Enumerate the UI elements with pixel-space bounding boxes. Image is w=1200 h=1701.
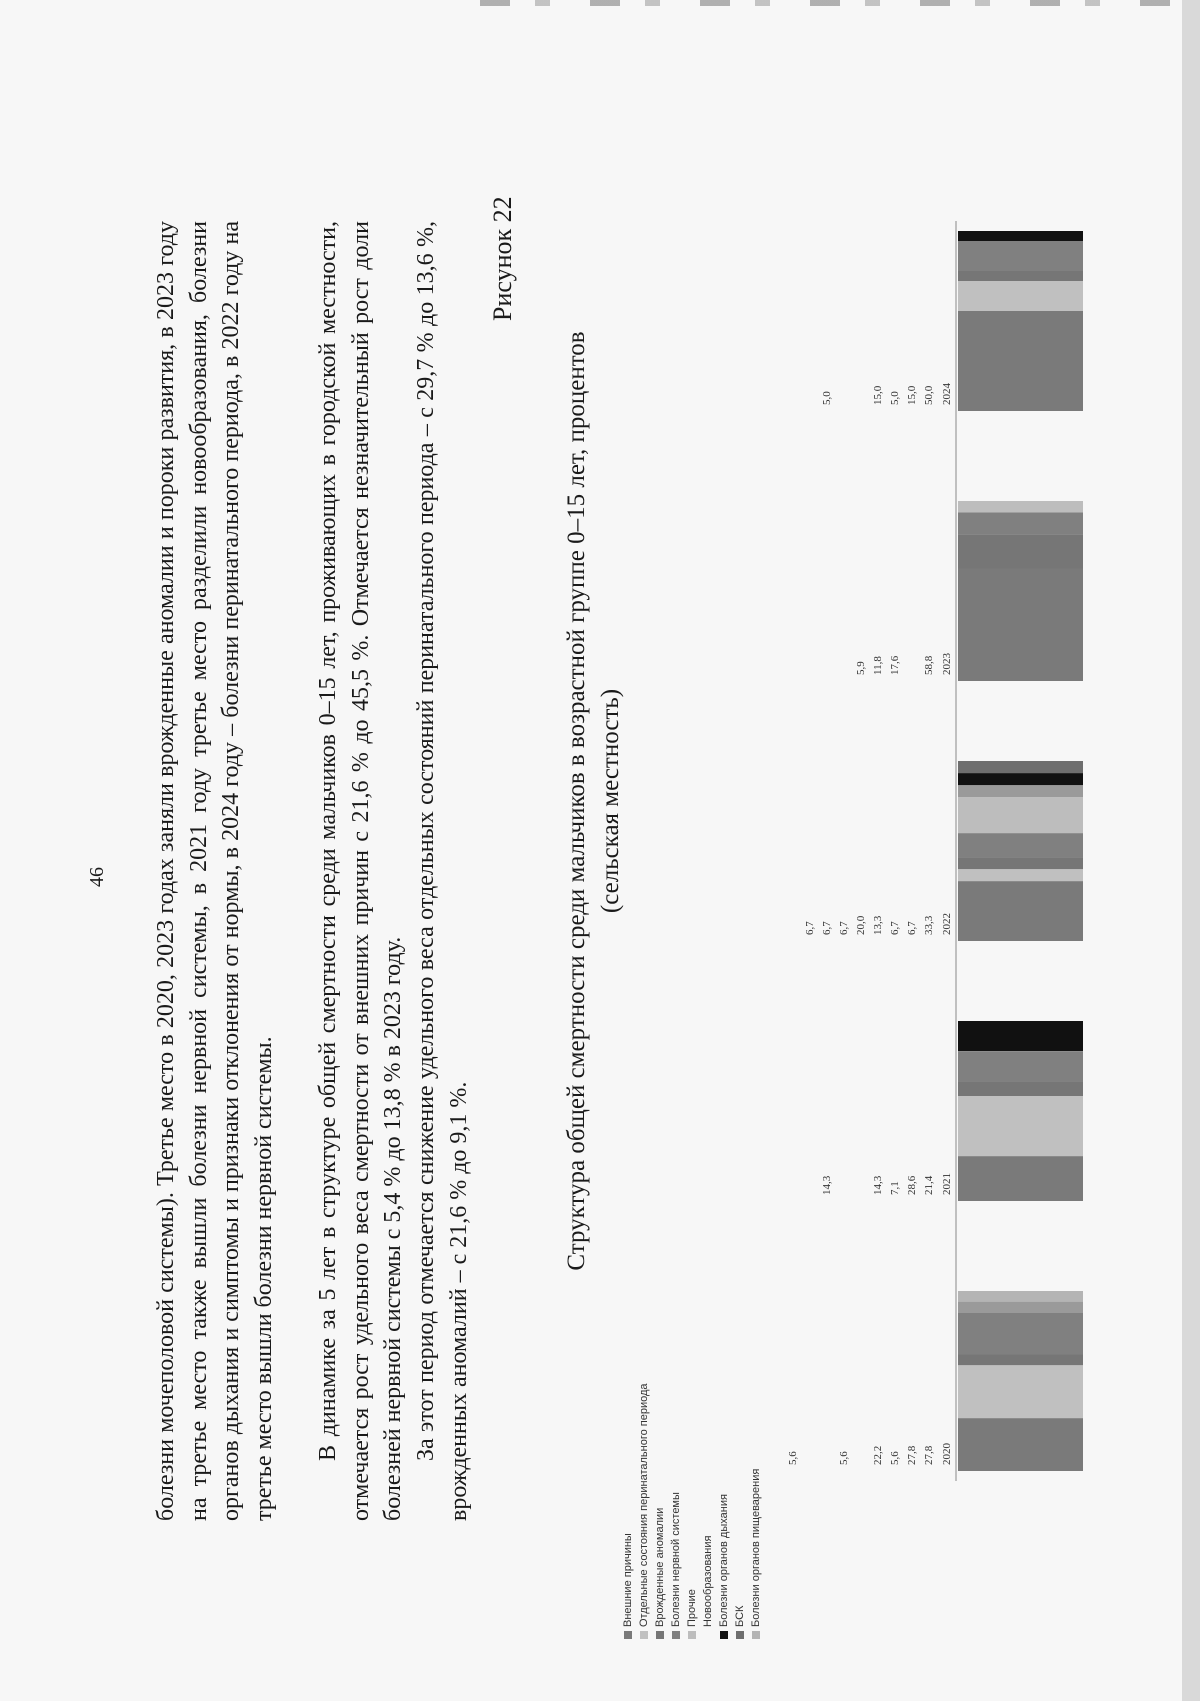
legend-label: Новообразования [702, 1535, 714, 1627]
year-label-2022: 2022 [941, 913, 953, 935]
value-label-2024-3: 15,0 [872, 385, 884, 405]
value-label-2022-1: 6,7 [906, 921, 918, 935]
value-label-2021-0: 21,4 [923, 1175, 935, 1195]
figure-title-line2: (сельская местность) [597, 688, 624, 914]
legend-item [732, 1383, 748, 1639]
value-label-2023-3: 11,8 [872, 656, 884, 675]
bar-2020-Внешние причины [958, 1418, 1083, 1471]
paragraph-3-text: За этот период отмечается снижение удельного веса отдельных состояний перинатального периода – с 29,7 % до 13,6 %, врожденных аномалий – с 21,6 % до 9,1 %. [413, 221, 472, 1521]
value-label-2021-1: 28,6 [906, 1175, 918, 1195]
year-label-2021: 2021 [941, 1173, 953, 1195]
value-label-2020-1: 27,8 [906, 1445, 918, 1465]
value-label-2022-3: 13,3 [872, 915, 884, 935]
legend-swatch [752, 1631, 760, 1639]
legend-item [748, 1383, 764, 1639]
value-label-2021-3: 14,3 [872, 1175, 884, 1195]
paragraph-2-text: В динамике за 5 лет в структуре общей смертности среди мальчиков 0–15 лет, проживающих в городской местности, отмечается рост удельного веса смертности от внешних причин с 21,6 % до 45,5 %. Отмечается незначительный рост доли болезней нервной системы с 5,4 % до 13,8 % в 2023 году. [315, 221, 406, 1521]
bar-2022-Прочие [958, 797, 1083, 833]
legend-item [684, 1383, 700, 1639]
bar-2022-БСК [958, 761, 1083, 773]
value-label-2020-3: 22,2 [872, 1445, 884, 1465]
chart-legend [620, 1383, 764, 1639]
year-label-2023: 2023 [941, 653, 953, 675]
value-label-2021-6: 14,3 [821, 1175, 833, 1195]
bar-2022-Болезни органов дыхания [958, 773, 1083, 785]
bar-2021-Болезни органов дыхания [958, 1021, 1083, 1051]
legend-item [636, 1383, 652, 1639]
value-label-2022-2: 6,7 [889, 921, 901, 935]
bar-2021-Болезни нервной системы [958, 1051, 1083, 1081]
year-label-2024: 2024 [941, 383, 953, 405]
legend-label: Внешние причины [622, 1533, 634, 1627]
year-label-2020: 2020 [941, 1443, 953, 1465]
legend-swatch [672, 1631, 680, 1639]
bar-2020-Болезни органов пищеварения [958, 1291, 1083, 1302]
legend-item [716, 1383, 732, 1639]
bar-2023-Врожденные аномалии [958, 535, 1083, 569]
value-label-2020-8: 5,6 [787, 1451, 799, 1465]
bar-2020-Отдельные состояния перинатального периода [958, 1365, 1083, 1418]
bar-2024-Врожденные аномалии [958, 271, 1083, 281]
value-label-2024-6: 5,0 [821, 391, 833, 405]
value-label-2021-2: 7,1 [889, 1181, 901, 1195]
legend-item [668, 1383, 684, 1639]
bar-2022-Болезни нервной системы [958, 833, 1083, 857]
bar-2022-Отдельные состояния перинатального периода [958, 869, 1083, 881]
bar-2021-Внешние причины [958, 1156, 1083, 1201]
legend-label: Врожденные аномалии [654, 1507, 666, 1627]
value-label-2020-0: 27,8 [923, 1445, 935, 1465]
value-label-2022-4: 20,0 [855, 915, 867, 935]
value-label-2020-5: 5,6 [838, 1451, 850, 1465]
legend-swatch [720, 1631, 728, 1639]
bar-2023-Болезни нервной системы [958, 512, 1083, 535]
legend-label: БСК [734, 1605, 746, 1627]
figure-label: Рисунок 22 [488, 196, 517, 321]
bar-2024-Болезни органов дыхания [958, 231, 1083, 241]
value-label-2023-2: 17,6 [889, 655, 901, 675]
value-label-2022-7: 6,7 [804, 921, 816, 935]
legend-item [652, 1383, 668, 1639]
value-label-2023-4: 5,9 [855, 661, 867, 675]
legend-label: Прочие [686, 1589, 698, 1627]
bar-2024-Внешние причины [958, 311, 1083, 411]
bar-2020-Новообразования [958, 1302, 1083, 1313]
legend-label: Болезни органов дыхания [718, 1494, 730, 1627]
value-label-2022-5: 6,7 [838, 921, 850, 935]
bar-2024-Отдельные состояния перинатального периода [958, 281, 1083, 311]
bar-2020-Врожденные аномалии [958, 1355, 1083, 1366]
bar-2022-Врожденные аномалии [958, 857, 1083, 869]
value-label-2024-0: 50,0 [923, 385, 935, 405]
value-label-2024-1: 15,0 [906, 385, 918, 405]
legend-swatch [656, 1631, 664, 1639]
legend-label: Болезни нервной системы [670, 1492, 682, 1627]
page-number: 46 [86, 867, 108, 887]
value-label-2022-6: 6,7 [821, 921, 833, 935]
legend-swatch [640, 1631, 648, 1639]
value-label-2024-2: 5,0 [889, 391, 901, 405]
value-label-2023-0: 58,8 [923, 655, 935, 675]
legend-swatch [624, 1631, 632, 1639]
paragraph-1-text: болезни мочеполовой системы). Третье место в 2020, 2023 годах заняли врожденные аномалии и пороки развития, в 2023 году на третье место также вышли болезни нервной системы, в 2021 году третье место разделили новообразования, болезни органов дыхания и симптомы и признаки отклонения от нормы, в 2024 году – болезни перинатального периода, в 2022 году на третье место вышли болезни нервной системы. [153, 221, 277, 1521]
legend-swatch [736, 1631, 744, 1639]
bar-2020-Болезни нервной системы [958, 1312, 1083, 1354]
figure-title-line1: Структура общей смертности среди мальчиков в возрастной группе 0–15 лет, процентов [563, 331, 590, 1271]
legend-swatch [688, 1631, 696, 1639]
bar-2023-Прочие [958, 501, 1083, 512]
value-label-2022-0: 33,3 [923, 915, 935, 935]
legend-label: Отдельные состояния перинатального периода [638, 1383, 650, 1627]
legend-item [620, 1383, 636, 1639]
bar-2022-Внешние причины [958, 881, 1083, 941]
bar-2021-Отдельные состояния перинатального периода [958, 1096, 1083, 1156]
bar-2024-Болезни нервной системы [958, 241, 1083, 271]
value-label-2020-2: 5,6 [889, 1451, 901, 1465]
bar-2023-Внешние причины [958, 569, 1083, 682]
legend-label: Болезни органов пищеварения [750, 1468, 762, 1627]
bar-2022-Новообразования [958, 785, 1083, 797]
bar-2021-Врожденные аномалии [958, 1081, 1083, 1096]
legend-item [700, 1383, 716, 1639]
